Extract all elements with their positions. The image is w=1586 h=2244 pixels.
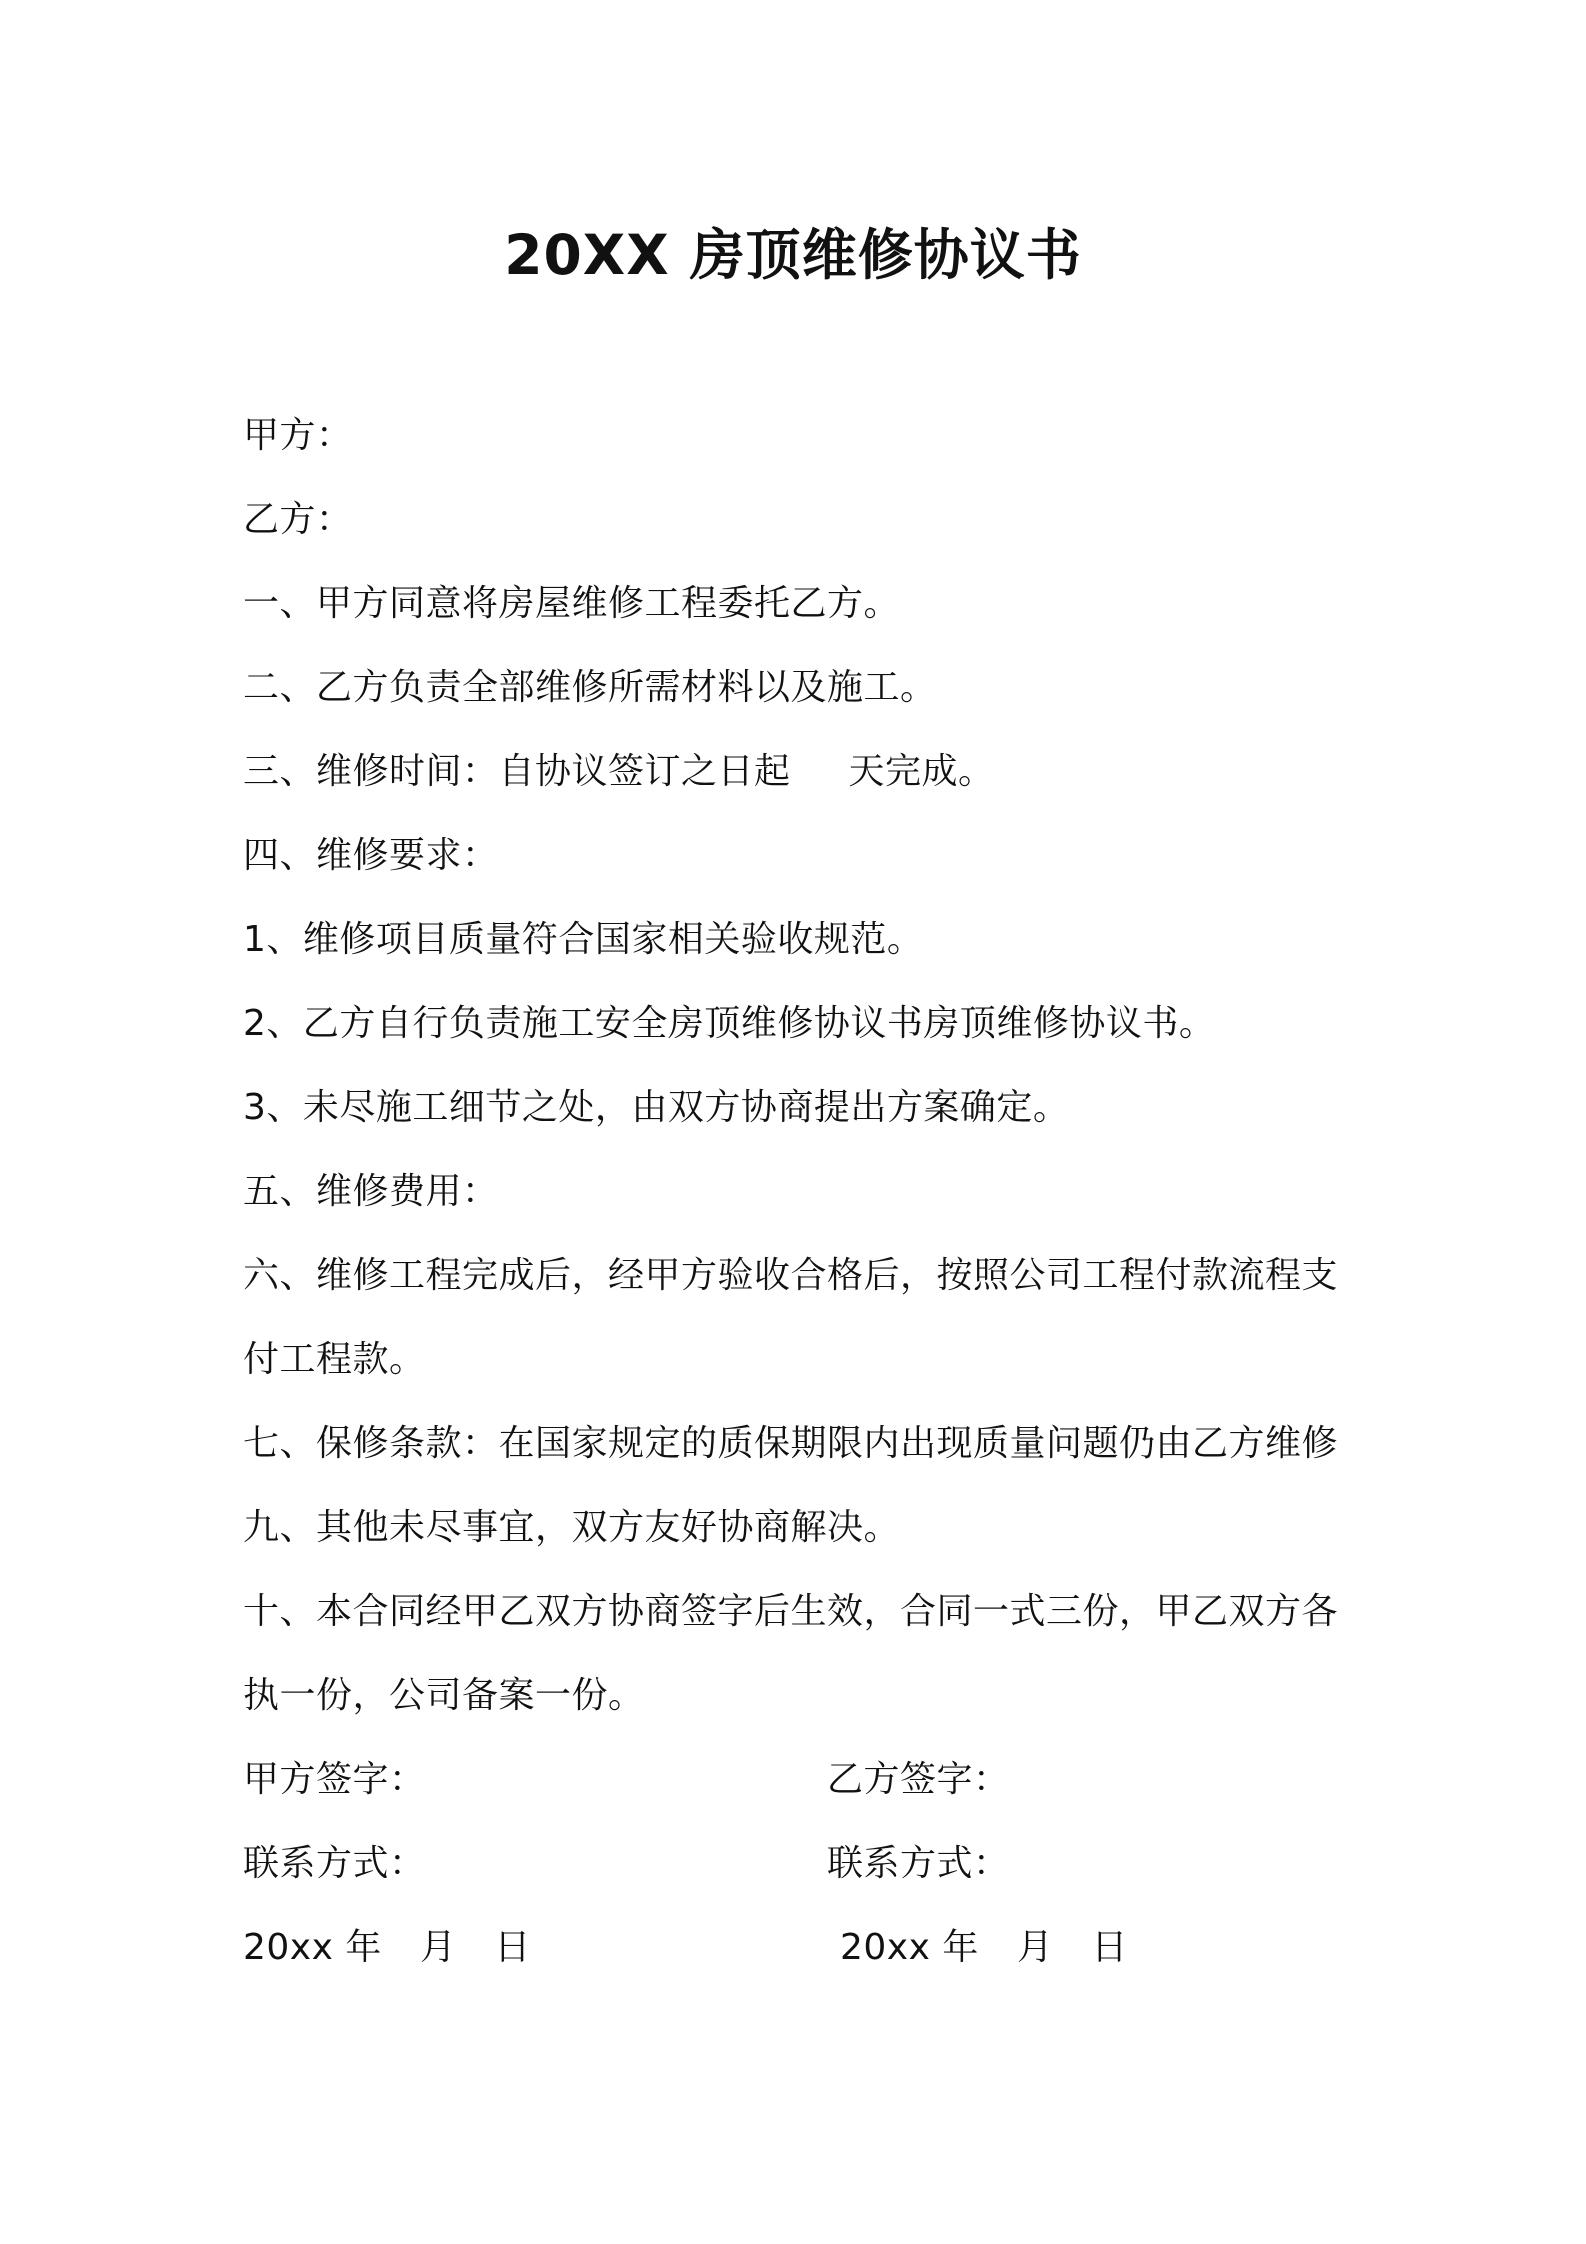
party-b-signature-label: 乙方签字： [827,1759,1010,1800]
clause-3 [243,748,995,796]
party-b-label: 乙方： [243,499,353,540]
party-b-date-year: 20xx 年 [840,1927,979,1968]
party-a-date [243,1924,531,1972]
clause-4-title: 四、维修要求： [243,835,499,876]
clause-2: 二、乙方负责全部维修所需材料以及施工。 [243,667,937,708]
requirement-2: 2、乙方自行负责施工安全房顶维修协议书房顶维修协议书。 [243,1003,1216,1044]
clause-10-line-2: 执一份，公司备案一份。 [243,1675,645,1716]
clause-10-line-1: 十、本合同经甲乙双方协商签字后生效，合同一式三份，甲乙双方各 [243,1591,1339,1632]
clause-9: 九、其他未尽事宜，双方友好协商解决。 [243,1507,901,1548]
party-a-label: 甲方： [243,415,353,456]
party-a-date-month: 月 [419,1927,457,1968]
clause-6-line-2: 付工程款。 [243,1339,426,1380]
clause-3-prefix: 三、维修时间：自协议签订之日起 [243,751,791,792]
party-a-date-day: 日 [494,1927,531,1968]
party-a-signature-label: 甲方签字： [243,1759,426,1800]
party-b-date-day: 日 [1091,1927,1128,1968]
clause-6-line-1: 六、维修工程完成后，经甲方验收合格后，按照公司工程付款流程支 [243,1255,1339,1296]
clause-5: 五、维修费用： [243,1171,499,1212]
party-b-date [840,1924,1128,1972]
document-title: 20XX 房顶维修协议书 [504,223,1082,287]
requirement-1: 1、维修项目质量符合国家相关验收规范。 [243,919,924,960]
party-a-date-year: 20xx 年 [243,1927,382,1968]
requirement-3: 3、未尽施工细节之处，由双方协商提出方案确定。 [243,1087,1070,1128]
clause-1: 一、甲方同意将房屋维修工程委托乙方。 [243,583,901,624]
party-b-contact-label: 联系方式： [827,1843,1010,1884]
party-a-contact-label: 联系方式： [243,1843,426,1884]
party-b-date-month: 月 [1016,1927,1054,1968]
clause-3-suffix: 天完成。 [848,751,995,792]
clause-7: 七、保修条款：在国家规定的质保期限内出现质量问题仍由乙方维修 [243,1423,1339,1464]
